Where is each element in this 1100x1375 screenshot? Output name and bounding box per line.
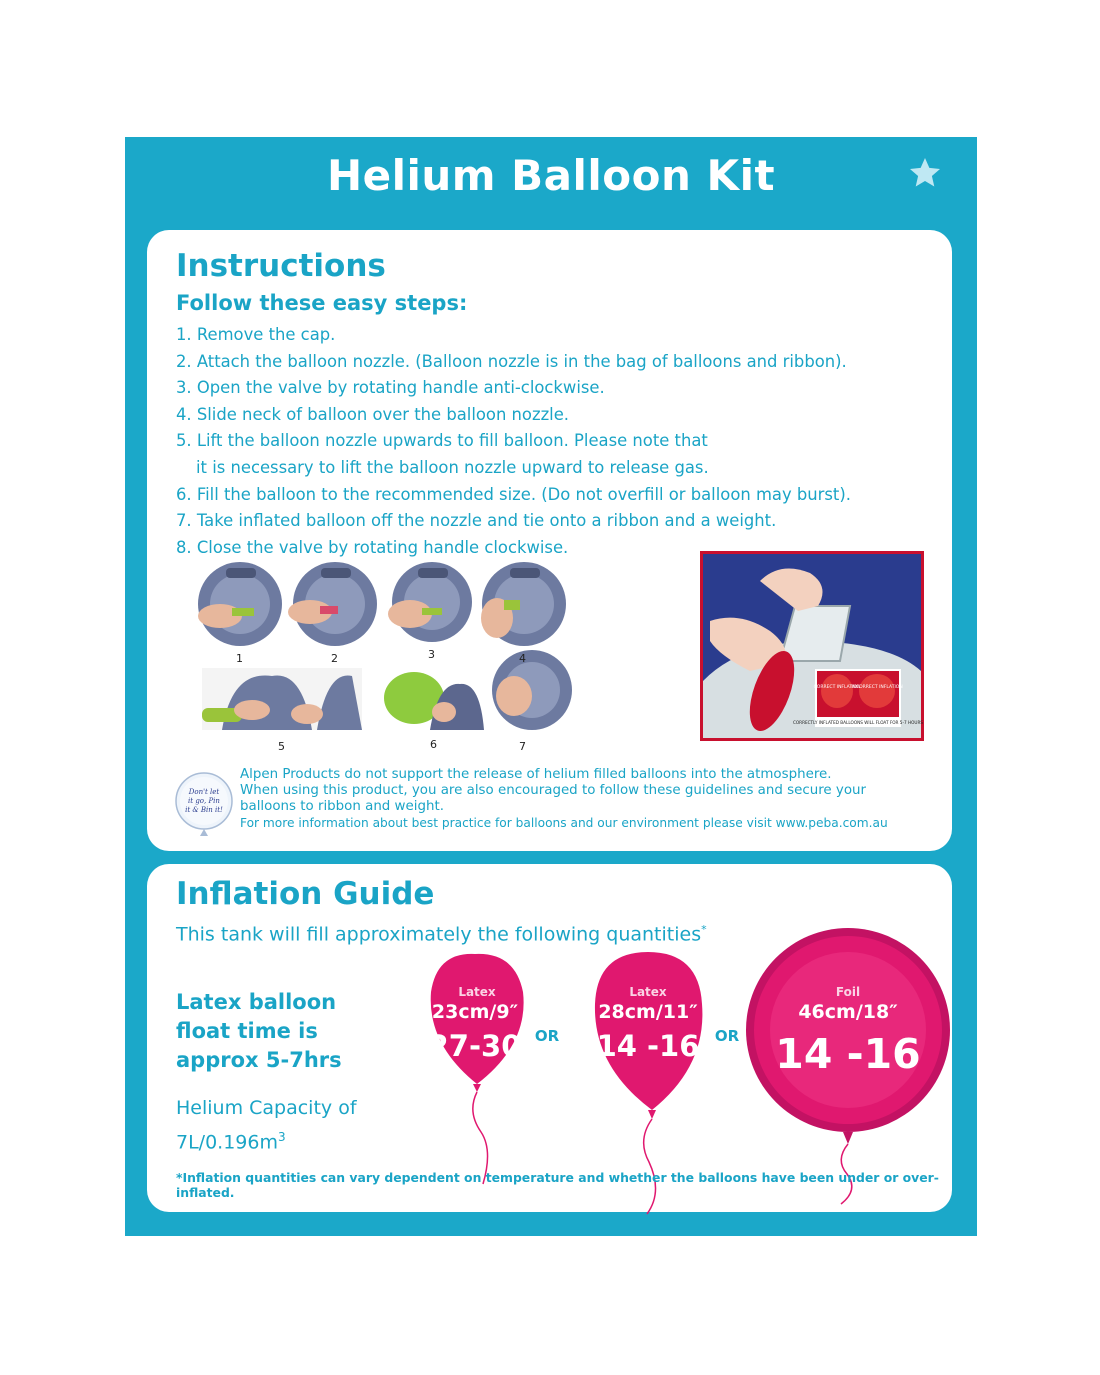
step-7: 7. Take inflated balloon off the nozzle and tie onto a ribbon and a weight.: [176, 511, 777, 531]
instructions-card: [147, 230, 952, 851]
balloon-1-quantity: 27-30: [428, 1029, 522, 1063]
inflation-heading: Inflation Guide: [176, 876, 435, 912]
photo-3: [388, 562, 472, 642]
step-photos: [192, 558, 572, 758]
step-6: 6. Fill the balloon to the recommended size. (Do not overfill or balloon may burst).: [176, 484, 851, 504]
steps-list: [176, 322, 851, 561]
page-frame: [125, 137, 977, 1236]
balloon-3-type: Foil: [835, 985, 861, 999]
photo-number-4: 4: [519, 652, 526, 665]
or-separator-2: OR: [714, 1027, 740, 1045]
instructions-heading: Instructions: [176, 248, 386, 284]
footnote-mark: *: [701, 923, 707, 936]
balloon-2-type: Latex: [629, 985, 667, 999]
notice-line-3: balloons to ribbon and weight.: [240, 799, 444, 814]
balloon-foil-46cm: [746, 928, 950, 1204]
balloon-1-size: 23cm/9″: [431, 1001, 519, 1023]
inflation-footnote: *Inflation quantities can vary dependent on temperature and whether the balloons have been under or over-inflated.: [176, 1170, 939, 1200]
step-5-continued: it is necessary to lift the balloon nozzle upward to release gas.: [196, 457, 709, 477]
page-title: Helium Balloon Kit: [326, 151, 776, 200]
balloon-3-size: 46cm/18″: [798, 1001, 898, 1023]
incorrect-label: INCORRECT INFLATION: [851, 685, 903, 690]
step-5: 5. Lift the balloon nozzle upwards to fill balloon. Please note that: [176, 431, 708, 451]
balloon-latex-23cm: [429, 954, 524, 1184]
environment-notice: [240, 767, 950, 831]
star-icon: [907, 155, 943, 191]
notice-line-1: Alpen Products do not support the release of helium filled balloons into the atmosphere.: [240, 767, 832, 782]
photo-7: [492, 650, 572, 730]
float-time-note: Latex balloon float time is approx 5-7hrs: [176, 990, 342, 1072]
photo-number-3: 3: [428, 648, 435, 661]
step-2: 2. Attach the balloon nozzle. (Balloon nozzle is in the bag of balloons and ribbon).: [176, 351, 847, 371]
helium-capacity: Helium Capacity of $7L/0.196m^3$: [176, 1097, 357, 1154]
balloon-3-quantity: 14 -16: [775, 1030, 921, 1078]
photo-1: [198, 562, 282, 646]
instructions-subheading: Follow these easy steps:: [176, 291, 468, 315]
step-8: 8. Close the valve by rotating handle clockwise.: [176, 537, 569, 557]
photo-number-2: 2: [331, 652, 338, 665]
step-3: 3. Open the valve by rotating handle anti-clockwise.: [176, 378, 605, 398]
photo-number-7: 7: [519, 740, 526, 753]
inflation-guide-card: [147, 864, 952, 1212]
svg-text:it go, Pin: it go, Pin: [188, 797, 220, 805]
photo-2: [288, 562, 377, 646]
inflation-photo: [700, 551, 924, 741]
notice-link-line: For more information about best practice for balloons and our environment please visit www.peba.com.au: [240, 816, 888, 830]
notice-line-2: When using this product, you are also encouraged to follow these guidelines and secure your: [240, 783, 867, 798]
balloon-2-quantity: 14 -16: [596, 1029, 700, 1063]
correct-label: CORRECT INFLATION: [813, 685, 861, 690]
photo-number-1: 1: [236, 652, 243, 665]
pin-it-bin-it-badge: [170, 771, 238, 837]
step-4: 4. Slide neck of balloon over the balloon nozzle.: [176, 404, 570, 424]
photo-5: [202, 668, 362, 730]
photo-number-6: 6: [430, 738, 437, 751]
photo-6: [384, 672, 484, 730]
photo-number-5: 5: [278, 740, 285, 753]
balloon-2-size: 28cm/11″: [598, 1001, 698, 1023]
step-1: 1. Remove the cap.: [176, 325, 336, 344]
or-separator-1: OR: [534, 1027, 560, 1045]
diagram-caption: CORRECTLY INFLATED BALLOONS WILL FLOAT FOR 5-7 HOURS: [792, 720, 924, 725]
inflation-subheading: This tank will fill approximately the following quantities*: [176, 923, 707, 946]
balloon-1-type: Latex: [458, 985, 496, 999]
photo-4: [481, 562, 566, 646]
badge-text: Don't let: [188, 788, 220, 796]
svg-text:it & Bin it!: it & Bin it!: [185, 806, 223, 814]
